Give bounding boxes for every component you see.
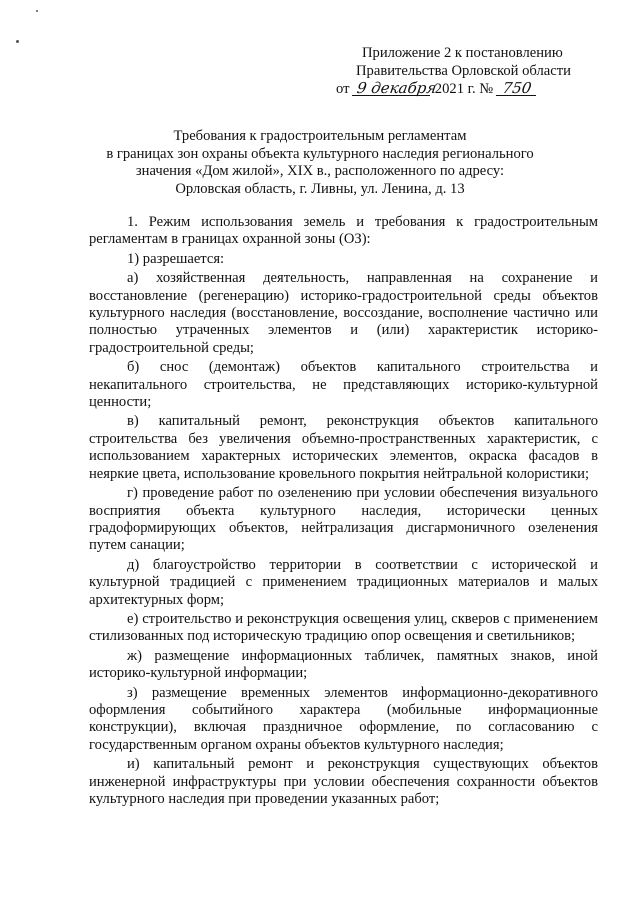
- paragraph-allowed: 1) разрешается:: [127, 250, 225, 267]
- item-g: г) проведение работ по озеленению при условии обеспечения визуального восприятия объекта культурного наследия, исторически ценных градоформирующих объектов, нейтрализация дисгармоничного озеленения путем санации;: [89, 485, 598, 554]
- title-line-2: в границах зон охраны объекта культурного наследия регионального: [106, 145, 534, 162]
- item-a: а) хозяйственная деятельность, направленная на сохранение и восстановление (регенерацию) историко-градостроительной среды объектов культурного наследия (восстановление, воссоздание, восполнение частично или полностью утраченных элементов и (или) характеристик историко-градостроительной среды;: [89, 270, 598, 356]
- document-title: [80, 128, 560, 198]
- item-b: б) снос (демонтаж) объектов капитального строительства и некапитального строительства, не представляющих историко-культурной ценности;: [89, 359, 598, 411]
- scan-speck: [16, 40, 19, 43]
- title-line-1: Требования к градостроительным регламентам: [173, 128, 467, 144]
- document-body: [89, 214, 598, 810]
- annex-line-1: Приложение 2 к постановлению: [362, 45, 563, 61]
- item-zh: ж) размещение информационных табличек, памятных знаков, иной историко-культурной информации;: [89, 647, 598, 682]
- annex-from-prefix: от: [336, 81, 350, 97]
- paragraph-section-1: 1. Режим использования земель и требования к градостроительным регламентам в границах охранной зоны (ОЗ):: [89, 214, 598, 248]
- item-z: з) размещение временных элементов информационно-декоративного оформления событийного характера (мобильные информационные конструкции), включая праздничное оформление, по согласованию с государственным органом охраны объектов культурного наследия;: [89, 684, 598, 753]
- annex-year-text: 2021 г. №: [434, 81, 494, 97]
- item-i: и) капитальный ремонт и реконструкция существующих объектов инженерной инфраструктуры при условии обеспечения сохранности объектов культурного наследия при проведении указанных работ;: [89, 756, 598, 807]
- title-line-3: значения «Дом жилой», XIX в., расположенного по адресу:: [135, 163, 505, 179]
- annex-line-2: Правительства Орловской области: [356, 63, 571, 79]
- item-v: в) капитальный ремонт, реконструкция объектов капитального строительства без увеличения объемно-пространственных характеристик, с использованием характерных исторических элементов, окраска фасадов в неяркие цвета, использование кровельного покрытия нейтральной колористики;: [89, 413, 598, 482]
- handwritten-date: 9 декабря: [352, 81, 432, 96]
- scan-speck: [36, 10, 38, 12]
- annex-date-line: [330, 80, 590, 98]
- item-e: е) строительство и реконструкция освещения улиц, скверов с применением стилизованных под историческую традицию опор освещения и светильников;: [89, 610, 598, 645]
- handwritten-number: 750: [496, 81, 538, 96]
- annex-block: [330, 44, 590, 98]
- title-line-4: Орловская область, г. Ливны, ул. Ленина, д. 13: [175, 180, 465, 197]
- item-d: д) благоустройство территории в соответствии с исторической и культурной традицией с применением традиционных материалов и малых архитектурных форм;: [89, 556, 598, 608]
